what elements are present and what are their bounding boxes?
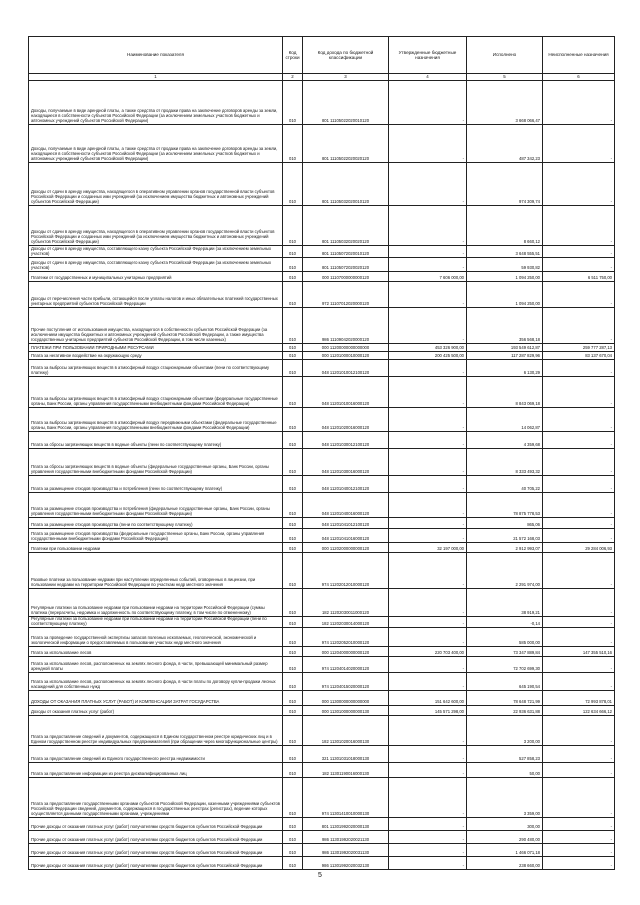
cell-unexecuted: -: [543, 672, 615, 690]
cell-unexecuted: -: [543, 163, 615, 206]
cell-kbk: 048 11201030016000120: [303, 449, 389, 476]
cell-executed: 14 062,87: [467, 408, 543, 432]
cell-name: Плата за использование лесов: [29, 646, 283, 656]
column-number: 1: [29, 74, 283, 81]
cell-approved: 32 197 000,00: [389, 543, 467, 553]
cell-unexecuted: -: [543, 762, 615, 777]
cell-kbk: 048 11201010012100120: [303, 360, 389, 377]
table-row: [29, 377, 615, 408]
cell-approved: 145 571 298,00: [389, 705, 467, 715]
cell-code: 010: [283, 589, 303, 617]
cell-executed: 59 930,82: [467, 258, 543, 272]
table-row: [29, 830, 615, 843]
cell-name: Доходы от перечисления части прибыли, остающейся после уплаты налогов и иных обязательных платежей государственных унитарных предприятий субъектов Российской Федерации: [29, 282, 283, 308]
cell-unexecuted: -: [543, 656, 615, 672]
cell-name: Платежи при пользовании недрами: [29, 543, 283, 553]
column-number-row: [29, 74, 615, 81]
cell-approved: -: [389, 432, 467, 449]
cell-kbk: 974 11202052010000120: [303, 627, 389, 646]
cell-executed: 22 936 631,88: [467, 705, 543, 715]
cell-kbk: 974 11204015020000120: [303, 672, 389, 690]
table-row: [29, 690, 615, 705]
table-row: [29, 617, 615, 628]
table-row: [29, 282, 615, 308]
cell-approved: -: [389, 282, 467, 308]
header-approved: Утвержденные бюджетные назначения: [389, 37, 467, 74]
cell-approved: -: [389, 125, 467, 163]
cell-name: Плата за сбросы загрязняющих веществ в водные объекты (пени по соответствующему платежу): [29, 432, 283, 449]
cell-kbk: 801 11105022020010120: [303, 81, 389, 125]
header-unexecuted: Неисполненные назначения: [543, 37, 615, 74]
table-row: [29, 518, 615, 529]
cell-name: Плата за предоставление сведений из Единого государственного реестра недвижимости: [29, 745, 283, 762]
cell-kbk: 182 11301190016000130: [303, 762, 389, 777]
cell-kbk: 801 11105072020010120: [303, 246, 389, 258]
cell-kbk: 801 11105032020020120: [303, 206, 389, 246]
column-number: 2: [283, 74, 303, 81]
cell-code: 010: [283, 762, 303, 777]
cell-unexecuted: -: [543, 830, 615, 843]
cell-name: ПЛАТЕЖИ ПРИ ПОЛЬЗОВАНИИ ПРИРОДНЫМИ РЕСУРСАМИ: [29, 344, 283, 352]
table-row: [29, 777, 615, 817]
table-row: [29, 449, 615, 476]
table-row: [29, 843, 615, 856]
cell-code: 010: [283, 705, 303, 715]
cell-name: Доходы, получаемые в виде арендной платы, а также средства от продажи права на заключение договоров аренды за земли, находящиеся в собственности субъектов Российской Федерации (за исключением земельных участков бюджетных и автономных учреждений субъектов Российской Федерации): [29, 125, 283, 163]
cell-kbk: 986 11109042020000120: [303, 308, 389, 344]
cell-code: 010: [283, 518, 303, 529]
cell-name: Плата за негативное воздействие на окружающую среду: [29, 352, 283, 360]
cell-unexecuted: -: [543, 529, 615, 543]
cell-kbk: 986 11301992020032130: [303, 856, 389, 869]
cell-executed: 2 912 993,07: [467, 543, 543, 553]
cell-executed: 78 875 778,53: [467, 493, 543, 518]
cell-kbk: 048 11201030012100120: [303, 432, 389, 449]
header-code: Код строки: [283, 37, 303, 74]
cell-code: 010: [283, 745, 303, 762]
cell-kbk: 000 11300000000000000: [303, 690, 389, 705]
cell-code: 010: [283, 843, 303, 856]
cell-name: Плата за размещение отходов производства (федеральные государственные органы, Банк России, органы управления государственными внебюджетными фондами Российской Федерации): [29, 529, 283, 543]
cell-executed: 3 200,00: [467, 715, 543, 745]
cell-code: 010: [283, 163, 303, 206]
cell-code: 010: [283, 125, 303, 163]
cell-name: Доходы от сдачи в аренду имущества, составляющего казну субъекта Российской Федерации (за исключением земельных участков): [29, 246, 283, 258]
cell-unexecuted: -: [543, 589, 615, 617]
cell-name: Плата за предоставление сведений и документов, содержащихся в Едином государственном реестре юридических лиц и в Едином государственном реестре индивидуальных предпринимателей (при обращении через многофункциональные центры): [29, 715, 283, 745]
cell-executed: 72 702 699,30: [467, 656, 543, 672]
header-name: Наименование показателя: [29, 37, 283, 74]
table-row: [29, 529, 615, 543]
cell-approved: -: [389, 246, 467, 258]
cell-name: Доходы от сдачи в аренду имущества, составляющего казну субъекта Российской Федерации (за исключением земельных участков): [29, 258, 283, 272]
cell-kbk: 048 11201020016000120: [303, 408, 389, 432]
cell-code: 010: [283, 377, 303, 408]
table-row: [29, 627, 615, 646]
cell-executed: 645 190,54: [467, 672, 543, 690]
cell-name: Регулярные платежи за пользование недрами при пользовании недрами на территории Российской Федерации (суммы платежа (перерасчеты, недоимка и задолженность по соответствующему платежу, в том числе по отмененному): [29, 589, 283, 617]
cell-executed: 974 309,74: [467, 163, 543, 206]
cell-kbk: 048 11201010016000120: [303, 377, 389, 408]
cell-code: 010: [283, 856, 303, 869]
cell-unexecuted: 72 993 878,01: [543, 690, 615, 705]
cell-code: 010: [283, 777, 303, 817]
table-row: [29, 352, 615, 360]
cell-approved: -: [389, 856, 467, 869]
cell-executed: 3 668 066,47: [467, 81, 543, 125]
report-page: [28, 36, 614, 870]
cell-approved: -: [389, 843, 467, 856]
cell-unexecuted: -: [543, 745, 615, 762]
cell-code: 010: [283, 672, 303, 690]
cell-unexecuted: -: [543, 360, 615, 377]
cell-kbk: 000 11107000000000120: [303, 272, 389, 282]
cell-kbk: 048 11201041016000120: [303, 529, 389, 543]
column-number: 4: [389, 74, 467, 81]
column-number: 3: [303, 74, 389, 81]
cell-code: 010: [283, 690, 303, 705]
cell-kbk: 048 11201041012100120: [303, 518, 389, 529]
cell-approved: -: [389, 360, 467, 377]
table-row: [29, 715, 615, 745]
cell-name: Доходы от сдачи в аренду имущества, находящегося в оперативном управлении органов государственной власти субъектов Российской Федерации и созданных ими учреждений (за исключением имущества бюджетных и автономных учреждений субъектов Российской Федерации): [29, 163, 283, 206]
cell-executed: -0,14: [467, 617, 543, 628]
cell-kbk: 000 11202000000000120: [303, 543, 389, 553]
table-row: [29, 476, 615, 493]
cell-executed: 1 094 250,00: [467, 282, 543, 308]
cell-unexecuted: -: [543, 282, 615, 308]
cell-code: 010: [283, 408, 303, 432]
cell-approved: -: [389, 777, 467, 817]
cell-executed: 40 705,22: [467, 476, 543, 493]
cell-unexecuted: 6 511 750,00: [543, 272, 615, 282]
cell-name: Плата за предоставление государственными органами субъектов Российской Федерации, казенными учреждениями субъектов Российской Федерации сведений, документов, содержащихся в государственных реестрах (регистрах), ведение которых осуществляется данными государственными органами, учреждениями: [29, 777, 283, 817]
cell-executed: 527 858,23: [467, 745, 543, 762]
cell-approved: -: [389, 308, 467, 344]
cell-approved: 151 642 600,00: [389, 690, 467, 705]
header-executed: Исполнено: [467, 37, 543, 74]
cell-code: 010: [283, 258, 303, 272]
cell-approved: -: [389, 476, 467, 493]
cell-name: Плата за размещение отходов производства и потребления (федеральные государственные органы, Банк России, органы управления государственными внебюджетными фондами Российской Федерации): [29, 493, 283, 518]
cell-approved: -: [389, 449, 467, 476]
table-row: [29, 705, 615, 715]
cell-name: Прочие поступления от использования имущества, находящегося в собственности субъектов Российской Федерации (за исключением имущества бюджетных и автономных учреждений субъектов Российской Федерации, а также имущества государственных унитарных предприятий субъектов Российской Федерации, в том числе казенных): [29, 308, 283, 344]
table-row: [29, 543, 615, 553]
cell-approved: -: [389, 493, 467, 518]
cell-name: Прочие доходы от оказания платных услуг (работ) получателями средств бюджетов субъектов Российской Федерации: [29, 817, 283, 830]
cell-executed: 1 094 250,00: [467, 272, 543, 282]
cell-code: 010: [283, 282, 303, 308]
cell-name: Доходы от оказания платных услуг (работ): [29, 705, 283, 715]
cell-approved: -: [389, 830, 467, 843]
table-row: [29, 246, 615, 258]
column-number: 6: [543, 74, 615, 81]
cell-code: 010: [283, 246, 303, 258]
cell-unexecuted: -: [543, 777, 615, 817]
cell-name: ДОХОДЫ ОТ ОКАЗАНИЯ ПЛАТНЫХ УСЛУГ (РАБОТ) И КОМПЕНСАЦИИ ЗАТРАТ ГОСУДАРСТВА: [29, 690, 283, 705]
cell-unexecuted: 147 355 510,16: [543, 646, 615, 656]
cell-name: Регулярные платежи за пользование недрами при пользовании недрами на территории Российской Федерации (пени по соответствующему платежу): [29, 617, 283, 628]
cell-kbk: 000 11301000000000130: [303, 705, 389, 715]
cell-unexecuted: 29 284 006,93: [543, 543, 615, 553]
cell-executed: 4 359,68: [467, 432, 543, 449]
cell-unexecuted: -: [543, 518, 615, 529]
table-row: [29, 432, 615, 449]
cell-unexecuted: -: [543, 432, 615, 449]
cell-approved: -: [389, 617, 467, 628]
cell-approved: -: [389, 745, 467, 762]
cell-code: 010: [283, 81, 303, 125]
cell-approved: -: [389, 672, 467, 690]
cell-code: 010: [283, 344, 303, 352]
cell-approved: -: [389, 377, 467, 408]
cell-approved: -: [389, 529, 467, 543]
table-row: [29, 817, 615, 830]
cell-unexecuted: -: [543, 258, 615, 272]
cell-name: Плата за размещение отходов производства и потребления (пени по соответствующему платежу): [29, 476, 283, 493]
cell-kbk: 986 11301992020021130: [303, 830, 389, 843]
table-row: [29, 308, 615, 344]
table-row: [29, 553, 615, 589]
cell-unexecuted: -: [543, 856, 615, 869]
cell-unexecuted: -: [543, 206, 615, 246]
cell-unexecuted: 83 137 670,04: [543, 352, 615, 360]
cell-approved: -: [389, 518, 467, 529]
cell-code: 010: [283, 272, 303, 282]
table-row: [29, 672, 615, 690]
table-row: [29, 81, 615, 125]
cell-name: Плата за проведение государственной экспертизы запасов полезных ископаемых, геологической, экономической и экологической информации о предоставляемых в пользование участках недр местного значения: [29, 627, 283, 646]
cell-executed: 238 660,00: [467, 856, 543, 869]
table-row: [29, 493, 615, 518]
cell-kbk: 974 11204014020000120: [303, 656, 389, 672]
cell-code: 010: [283, 432, 303, 449]
cell-unexecuted: -: [543, 715, 615, 745]
cell-kbk: 000 11204000000000120: [303, 646, 389, 656]
cell-name: Плата за использование лесов, расположенных на землях лесного фонда, в части платы по договору купли-продажи лесных насаждений для собственных нужд: [29, 672, 283, 690]
cell-approved: -: [389, 656, 467, 672]
cell-kbk: 801 11105032020010120: [303, 163, 389, 206]
cell-approved: -: [389, 408, 467, 432]
cell-unexecuted: -: [543, 408, 615, 432]
page-number: 5: [318, 872, 322, 879]
cell-executed: 1 466 071,18: [467, 843, 543, 856]
cell-executed: 21 572 168,03: [467, 529, 543, 543]
cell-code: 010: [283, 476, 303, 493]
cell-kbk: 048 11201040016000120: [303, 493, 389, 518]
cell-approved: -: [389, 715, 467, 745]
revenue-table: [28, 36, 615, 870]
cell-executed: 193 549 612,87: [467, 344, 543, 352]
cell-executed: 585 000,00: [467, 627, 543, 646]
cell-code: 010: [283, 449, 303, 476]
table-row: [29, 589, 615, 617]
cell-unexecuted: -: [543, 627, 615, 646]
cell-kbk: 182 11202030014000120: [303, 617, 389, 628]
cell-approved: 453 326 900,00: [389, 344, 467, 352]
table-row: [29, 258, 615, 272]
cell-unexecuted: -: [543, 476, 615, 493]
table-row: [29, 762, 615, 777]
cell-code: 010: [283, 830, 303, 843]
cell-executed: 6 130,29: [467, 360, 543, 377]
cell-executed: 78 648 721,99: [467, 690, 543, 705]
cell-approved: -: [389, 762, 467, 777]
cell-unexecuted: -: [543, 246, 615, 258]
cell-unexecuted: -: [543, 125, 615, 163]
cell-executed: 8 660,12: [467, 206, 543, 246]
cell-code: 010: [283, 529, 303, 543]
cell-kbk: 000 11201000010000120: [303, 352, 389, 360]
cell-executed: 73 347 889,84: [467, 646, 543, 656]
cell-approved: -: [389, 553, 467, 589]
cell-name: Плата за использование лесов, расположенных на землях лесного фонда, в части, превышающей минимальный размер арендной платы: [29, 656, 283, 672]
cell-name: Прочие доходы от оказания платных услуг (работ) получателями средств бюджетов субъектов Российской Федерации: [29, 843, 283, 856]
cell-name: Доходы от сдачи в аренду имущества, находящегося в оперативном управлении органов государственной власти субъектов Российской Федерации и созданных ими учреждений (за исключением имущества бюджетных и автономных учреждений субъектов Российской Федерации): [29, 206, 283, 246]
cell-code: 010: [283, 627, 303, 646]
cell-code: 010: [283, 646, 303, 656]
cell-approved: -: [389, 206, 467, 246]
cell-code: 010: [283, 206, 303, 246]
table-row: [29, 656, 615, 672]
cell-kbk: 801 11105072020020120: [303, 258, 389, 272]
cell-executed: 8 333 493,32: [467, 449, 543, 476]
table-row: [29, 344, 615, 352]
table-row: [29, 125, 615, 163]
cell-executed: 865,06: [467, 518, 543, 529]
cell-unexecuted: -: [543, 493, 615, 518]
cell-approved: -: [389, 589, 467, 617]
cell-approved: -: [389, 163, 467, 206]
cell-executed: 38 919,21: [467, 589, 543, 617]
cell-unexecuted: -: [543, 377, 615, 408]
cell-approved: -: [389, 627, 467, 646]
cell-name: Плата за размещение отходов производства (пени по соответствующему платежу): [29, 518, 283, 529]
cell-kbk: 182 11202030011000120: [303, 589, 389, 617]
cell-executed: 2 291 974,00: [467, 553, 543, 589]
cell-executed: 300,00: [467, 817, 543, 830]
cell-kbk: 801 11105022020020120: [303, 125, 389, 163]
cell-code: 010: [283, 715, 303, 745]
cell-name: Доходы, получаемые в виде арендной платы, а также средства от продажи права на заключение договоров аренды за земли, находящиеся в собственности субъектов Российской Федерации (за исключением земельных участков бюджетных и автономных учреждений субъектов Российской Федерации): [29, 81, 283, 125]
cell-code: 010: [283, 308, 303, 344]
table-row: [29, 272, 615, 282]
cell-kbk: 182 11301020016000130: [303, 715, 389, 745]
cell-unexecuted: 259 777 287,13: [543, 344, 615, 352]
cell-unexecuted: -: [543, 81, 615, 125]
table-header: [29, 37, 615, 81]
cell-executed: 487 342,23: [467, 125, 543, 163]
cell-approved: 200 425 500,00: [389, 352, 467, 360]
cell-unexecuted: -: [543, 308, 615, 344]
cell-unexecuted: -: [543, 617, 615, 628]
cell-code: 010: [283, 360, 303, 377]
cell-unexecuted: -: [543, 817, 615, 830]
cell-code: 010: [283, 656, 303, 672]
cell-kbk: 972 11107012020000120: [303, 282, 389, 308]
cell-kbk: 986 11301992020031130: [303, 843, 389, 856]
cell-name: Плата за предоставление информации из реестра дисквалифицированных лиц: [29, 762, 283, 777]
column-number: 5: [467, 74, 543, 81]
table-row: [29, 360, 615, 377]
cell-kbk: 321 11301031018000130: [303, 745, 389, 762]
cell-executed: 50,00: [467, 762, 543, 777]
cell-code: 010: [283, 553, 303, 589]
cell-name: Плата за сбросы загрязняющих веществ в водные объекты (федеральные государственные органы, Банк России, органы управления государственными внебюджетными фондами Российской Федерации): [29, 449, 283, 476]
table-row: [29, 206, 615, 246]
cell-executed: 117 287 829,96: [467, 352, 543, 360]
cell-kbk: 974 11301410010000130: [303, 777, 389, 817]
header-kbk: Код дохода по бюджетной классификации: [303, 37, 389, 74]
cell-approved: 220 703 400,00: [389, 646, 467, 656]
cell-approved: -: [389, 81, 467, 125]
cell-executed: 356 568,18: [467, 308, 543, 344]
cell-executed: 3 359,00: [467, 777, 543, 817]
cell-name: Плата за выбросы загрязняющих веществ в атмосферный воздух стационарными объектами (федеральные государственные органы, Банк России, органы управления государственными внебюджетными фондами Российской Федерации): [29, 377, 283, 408]
cell-name: Плата за выбросы загрязняющих веществ в атмосферный воздух передвижными объектами (федеральные государственные органы, Банк России, органы управления государственными внебюджетными фондами Российской Федерации): [29, 408, 283, 432]
cell-approved: -: [389, 258, 467, 272]
table-row: [29, 408, 615, 432]
table-row: [29, 163, 615, 206]
cell-name: Платежи от государственных и муниципальных унитарных предприятий: [29, 272, 283, 282]
cell-code: 010: [283, 543, 303, 553]
cell-unexecuted: 122 634 666,12: [543, 705, 615, 715]
cell-code: 010: [283, 617, 303, 628]
cell-unexecuted: -: [543, 843, 615, 856]
cell-code: 010: [283, 352, 303, 360]
cell-executed: 3 648 555,51: [467, 246, 543, 258]
cell-code: 010: [283, 817, 303, 830]
cell-unexecuted: -: [543, 449, 615, 476]
cell-name: Прочие доходы от оказания платных услуг (работ) получателями средств бюджетов субъектов Российской Федерации: [29, 830, 283, 843]
cell-name: Плата за выбросы загрязняющих веществ в атмосферный воздух стационарными объектами (пени по соответствующему платежу): [29, 360, 283, 377]
table-row: [29, 745, 615, 762]
cell-kbk: 048 11201040012100120: [303, 476, 389, 493]
cell-executed: 8 843 069,18: [467, 377, 543, 408]
cell-kbk: 000 11200000000000000: [303, 344, 389, 352]
cell-approved: -: [389, 817, 467, 830]
cell-approved: 7 606 000,00: [389, 272, 467, 282]
cell-executed: 290 480,00: [467, 830, 543, 843]
cell-name: Разовые платежи за пользование недрами при наступлении определенных событий, оговоренных в лицензии, при пользовании недрами на территории Российской Федерации по участкам недр местного значения: [29, 553, 283, 589]
cell-kbk: 974 11202012010000120: [303, 553, 389, 589]
cell-kbk: 801 11301992020000130: [303, 817, 389, 830]
cell-code: 010: [283, 493, 303, 518]
table-row: [29, 856, 615, 869]
table-body: [29, 81, 615, 870]
cell-unexecuted: -: [543, 553, 615, 589]
cell-name: Прочие доходы от оказания платных услуг (работ) получателями средств бюджетов субъектов Российской Федерации: [29, 856, 283, 869]
table-row: [29, 646, 615, 656]
